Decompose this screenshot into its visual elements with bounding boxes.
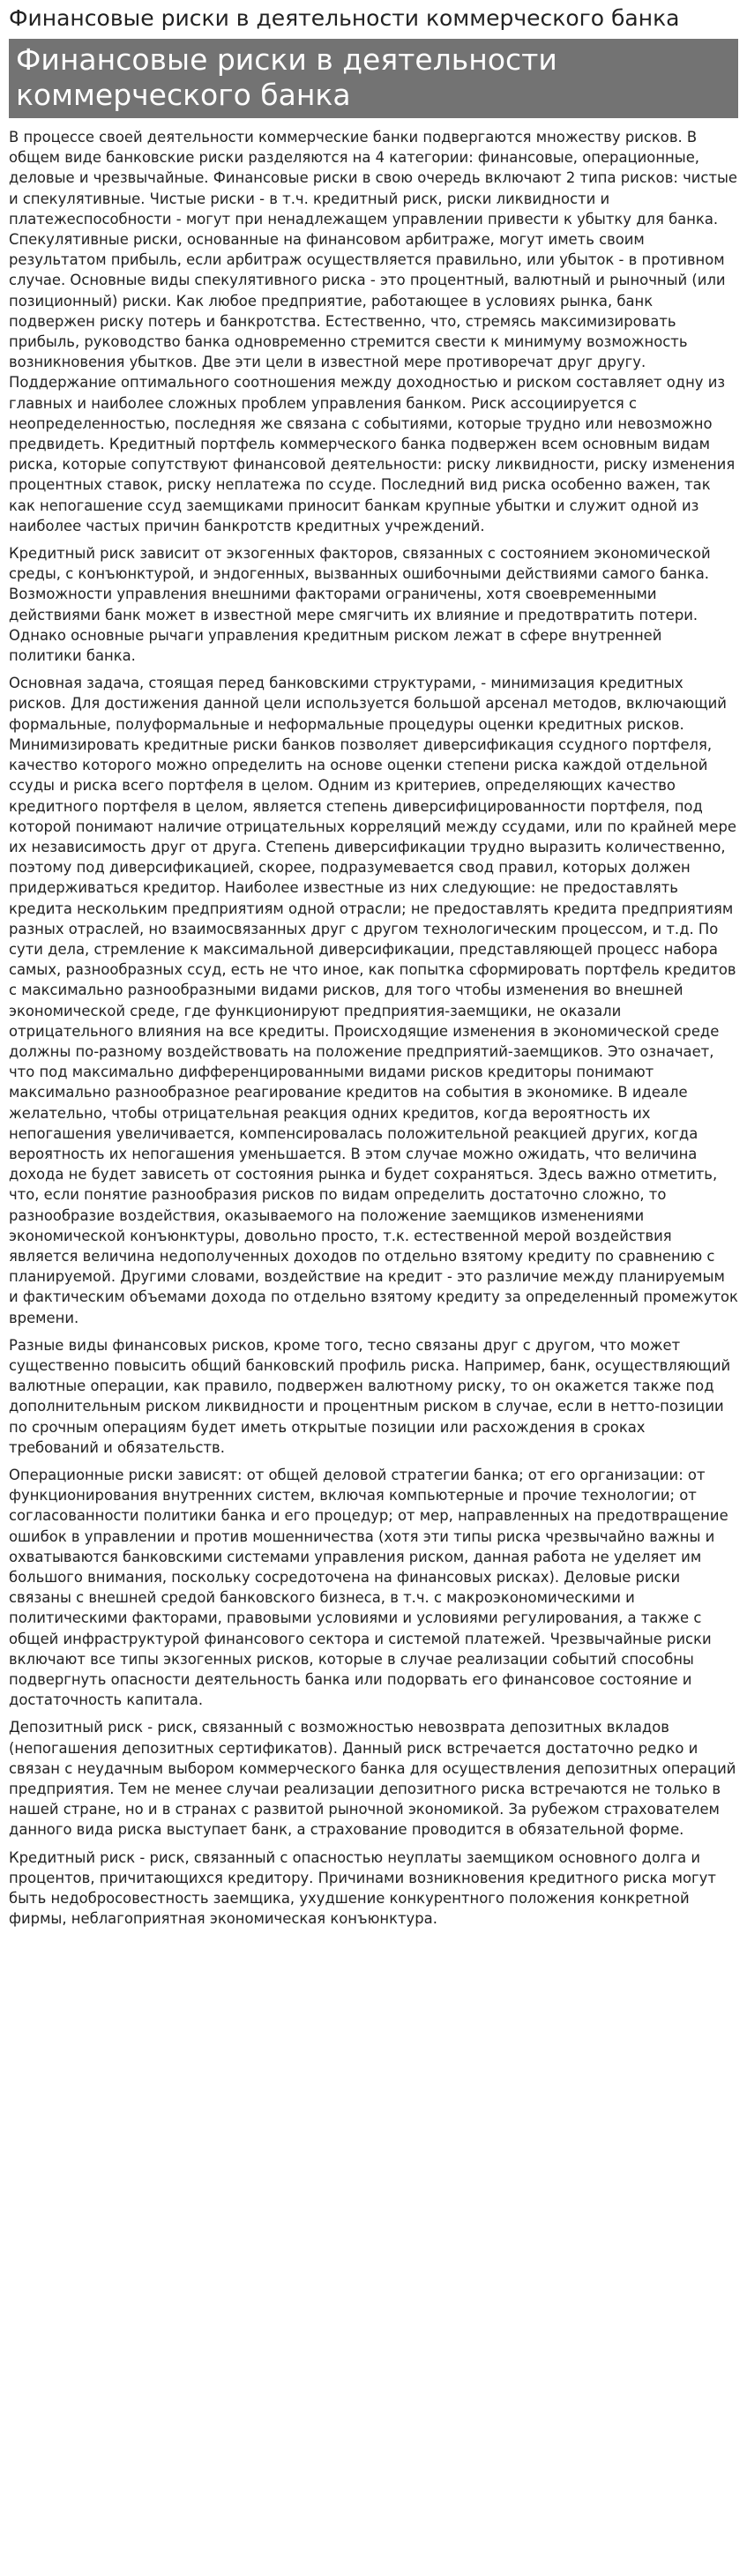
page-title: Финансовые риски в деятельности коммерческого банка bbox=[9, 5, 680, 31]
paragraph: В процессе своей деятельности коммерческие банки подвергаются множеству рисков. В общем виде банковские риски разделяются на 4 категории: финансовые, операционные, деловые и чрезвычайные. Финансовые риски в свою очередь включают 2 типа рисков: чистые и спекулятивные. Чистые риски - в т.ч. кредитный риск, риски ликвидности и платежеспособности - могут при ненадлежащем управлении привести к убытку для банка. Спекулятивные риски, основанные на финансовом арбитраже, могут иметь своим результатом прибыль, если арбитраж осуществляется правильно, или убыток - в противном случае. Основные виды спекулятивного риска - это процентный, валютный и рыночный (или позиционный) риски. Как любое предприятие, работающее в условиях рынка, банк подвержен риску потерь и банкротства. Естественно, что, стремясь максимизировать прибыль, руководство банка одновременно стремится свести к минимуму возможность возникновения убытков. Две эти цели в известной мере противоречат друг другу. Поддержание оптимального соотношения между доходностью и риском составляет одну из главных и наиболее сложных проблем управления банком. Риск ассоциируется с неопределенностью, последняя же связана с событиями, которые трудно или невозможно предвидеть. Кредитный портфель коммерческого банка подвержен всем основным видам риска, которые сопутствуют финансовой деятельности: риску ликвидности, риску изменения процентных ставок, риску неплатежа по ссуде. Последний вид риска особенно важен, так как непогашение ссуд заемщиками приносит банкам крупные убытки и служит одной из наиболее частых причин банкротств кредитных учреждений. bbox=[9, 129, 738, 534]
paragraph: Депозитный риск - риск, связанный с возможностью невозврата депозитных вкладов (непогашения депозитных сертификатов). Данный риск встречается достаточно редко и связан с неудачным выбором коммерческого банка для осуществления депозитных операций предприятия. Тем не менее случаи реализации депозитного риска встречаются не только в нашей стране, но и в странах с развитой рыночной экономикой. За рубежом страхователем данного вида риска выступает банк, а страхование проводится в обязательной форме. bbox=[9, 1719, 736, 1839]
paragraph: Операционные риски зависят: от общей деловой стратегии банка; от его организации: от функционирования внутренних систем, включая компьютерные и прочие технологии; от согласованности политики банка и его процедур; от мер, направленных на предотвращение ошибок в управлении и против мошенничества (хотя эти типы риска чрезвычайно важны и охватываются банковскими системами управления риском, данная работа не уделяет им большого внимания, поскольку сосредоточена на финансовых рисках). Деловые риски связаны с внешней средой банковского бизнеса, в т.ч. с макроэкономическими и политическими факторами, правовыми условиями и условиями регулирования, а также с общей инфраструктурой финансового сектора и системой платежей. Чрезвычайные риски включают все типы экзогенных рисков, которые в случае реализации событий способны подвергнуть опасности деятельность банка или подорвать его финансовое состояние и достаточность капитала. bbox=[9, 1467, 728, 1709]
banner-title: Финансовые риски в деятельности коммерческого банка bbox=[9, 39, 738, 118]
paragraph: Кредитный риск - риск, связанный с опасностью неуплаты заемщиком основного долга и процентов, причитающихся кредитору. Причинами возникновения кредитного риска могут быть недобросовестность заемщика, ухудшение конкурентного положения конкретной фирмы, неблагоприятная экономическая конъюнктура. bbox=[9, 1848, 716, 1928]
paragraph: Основная задача, стоящая перед банковскими структурами, - минимизация кредитных рисков. Для достижения данной цели используется большой арсенал методов, включающий формальные, полуформальные и неформальные процедуры оценки кредитных рисков. Минимизировать кредитные риски банков позволяет диверсификация ссудного портфеля, качество которого можно определить на основе оценки степени риска каждой отдельной ссуды и риска всего портфеля в целом. Одним из критериев, определяющих качество кредитного портфеля в целом, является степень диверсифицированности портфеля, под которой понимают наличие отрицательных корреляций между ссудами, или по крайней мере их независимость друг от друга. Степень диверсификации трудно выразить количественно, поэтому под диверсификацией, скорее, подразумевается свод правил, которых должен придерживаться кредитор. Наиболее известные из них следующие: не предоставлять кредита нескольким предприятиям одной отрасли; не предоставлять кредита предприятиям разных отраслей, но взаимосвязанных друг с другом технологическим процессом, и т.д. По сути дела, стремление к максимальной диверсификации, представляющей процесс набора самых, разнообразных ссуд, есть не что иное, как попытка сформировать портфель кредитов с максимально разнообразными видами рисков, для того чтобы изменения во внешней экономической среде, где функционируют предприятия-заемщики, не оказали отрицательного влияния на все кредиты. Происходящие изменения в экономической среде должны по-разному воздействовать на положение предприятий-заемщиков. Это означает, что под максимально дифференцированными видами рисков кредиторы понимают максимально разнообразное реагирование кредитов на события в экономике. В идеале желательно, чтобы отрицательная реакция одних кредитов, когда вероятность их непогашения увеличивается, компенсировалась положительной реакцией других, когда вероятность их непогашения уменьшается. В этом случае можно ожидать, что величина дохода не будет зависеть от состояния рынка и будет сохраняться. Здесь важно отметить, что, если понятие разнообразия рисков по видам определить достаточно сложно, то разнообразие воздействия, оказываемого на положение заемщиков изменениями экономической конъюнктуры, довольно просто, т.к. естественной мерой воздействия является величина недополученных доходов по отдельно взятому кредиту по сравнению с планируемой. Другими словами, воздействие на кредит - это различие между планируемым и фактическим объемами дохода по отдельно взятому кредиту за определенный промежуток времени. bbox=[9, 675, 738, 1326]
article-body bbox=[9, 127, 738, 1929]
paragraph: Кредитный риск зависит от экзогенных факторов, связанных с состоянием экономической среды, с конъюнктурой, и эндогенных, вызванных ошибочными действиями самого банка. Возможности управления внешними факторами ограничены, хотя своевременными действиями банк может в известной мере смягчить их влияние и предотвратить потери. Однако основные рычаги управления кредитным риском лежат в сфере внутренней политики банка. bbox=[9, 545, 711, 665]
paragraph: Разные виды финансовых рисков, кроме того, тесно связаны друг с другом, что может существенно повысить общий банковский профиль риска. Например, банк, осуществляющий валютные операции, как правило, подвержен валютному риску, то он окажется также под дополнительным риском ликвидности и процентным риском в случае, если в нетто-позиции по срочным операциям будет иметь открытые позиции или расхождения в сроках требований и обязательств. bbox=[9, 1336, 731, 1456]
